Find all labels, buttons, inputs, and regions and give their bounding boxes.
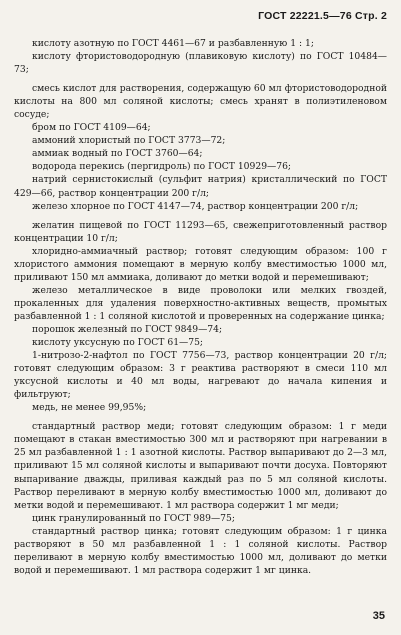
paragraph-8: натрий сернистокислый (сульфит натрия) кристаллический по ГОСТ 429—66, раствор концентрации 200 г/л; xyxy=(14,174,387,199)
paragraph-1: кислоту азотную по ГОСТ 4461—67 и разбавленную 1 : 1; xyxy=(32,38,314,49)
paragraph-6: аммиак водный по ГОСТ 3760—64; xyxy=(32,148,203,160)
paragraph-7: водорода перекись (пергидроль) по ГОСТ 10929—76; xyxy=(32,161,292,173)
paragraph-19: стандартный раствор цинка; готовят следующим образом: 1 г цинка растворяют в 50 мл разбавленной 1 : 1 соляной кислоты. Раствор переливают в мерную колбу вместимостью 1000 мл, доливают до метки водой и перемешивают. 1 мл раствора содержит 1 мг цинка. xyxy=(14,525,387,576)
page-header: ГОСТ 22221.5—76 Стр. 2 xyxy=(258,10,387,22)
paragraph-12: железо металлическое в виде проволоки или мелких гвоздей, прокаленных для удаления поверхностно-активных веществ, промытых разбавленной 1 : 1 соляной кислотой и проверенных на содержание цинка; xyxy=(14,284,387,322)
paragraph-18: цинк гранулированный по ГОСТ 989—75; xyxy=(32,512,235,524)
paragraph-9: железо хлорное по ГОСТ 4147—74, раствор концентрации 200 г/л; xyxy=(32,200,359,212)
paragraph-14: кислоту уксусную по ГОСТ 61—75; xyxy=(32,337,204,349)
paragraph-4: бром по ГОСТ 4109—64; xyxy=(32,122,151,134)
paragraph-3: смесь кислот для растворения, содержащую 60 мл фтористоводородной кислоты на 800 мл соляной кислоты; смесь хранят в полиэтиленовом сосуде; xyxy=(14,83,387,121)
paragraph-16: медь, не менее 99,95%; xyxy=(32,402,147,414)
paragraph-2: кислоту фтористоводородную (плавиковую кислоту) по ГОСТ 10484—73; xyxy=(14,51,387,76)
paragraph-10: желатин пищевой по ГОСТ 11293—65, свежеприготовленный раствор концентрации 10 г/л; xyxy=(14,219,387,244)
paragraph-13: порошок железный по ГОСТ 9849—74; xyxy=(32,323,223,335)
paragraph-17: стандартный раствор меди; готовят следующим образом: 1 г меди помещают в стакан вместимостью 300 мл и растворяют при нагревании в 25 мл разбавленной 1 : 1 азотной кислоты. Раствор выпаривают до 2—3 мл, приливают 15 мл соляной кислоты и выпаривают почти досуха. Повторяют выпаривание дважды, приливая каждый раз по 5 мл соляной кислоты. Раствор переливают в мерную колбу вместимостью 1000 мл, доливают до метки водой и перемешивают. 1 мл раствора содержит 1 мг меди; xyxy=(14,421,387,511)
paragraph-5: аммоний хлористый по ГОСТ 3773—72; xyxy=(32,135,226,147)
page-number: 35 xyxy=(372,610,385,622)
paragraph-11: хлоридно-аммиачный раствор; готовят следующим образом: 100 г хлористого аммония помещают в мерную колбу вместимостью 1000 мл, приливают 150 мл аммиака, доливают до метки водой и перемешивают; xyxy=(14,245,387,283)
paragraph-15: 1-нитрозо-2-нафтол по ГОСТ 7756—73, раствор концентрации 20 г/л; готовят следующим образом: 3 г реактива растворяют в смеси 110 мл уксусной кислоты и 40 мл воды, нагревают до начала кипения и фильтруют; xyxy=(14,350,387,401)
document-body xyxy=(14,37,387,577)
